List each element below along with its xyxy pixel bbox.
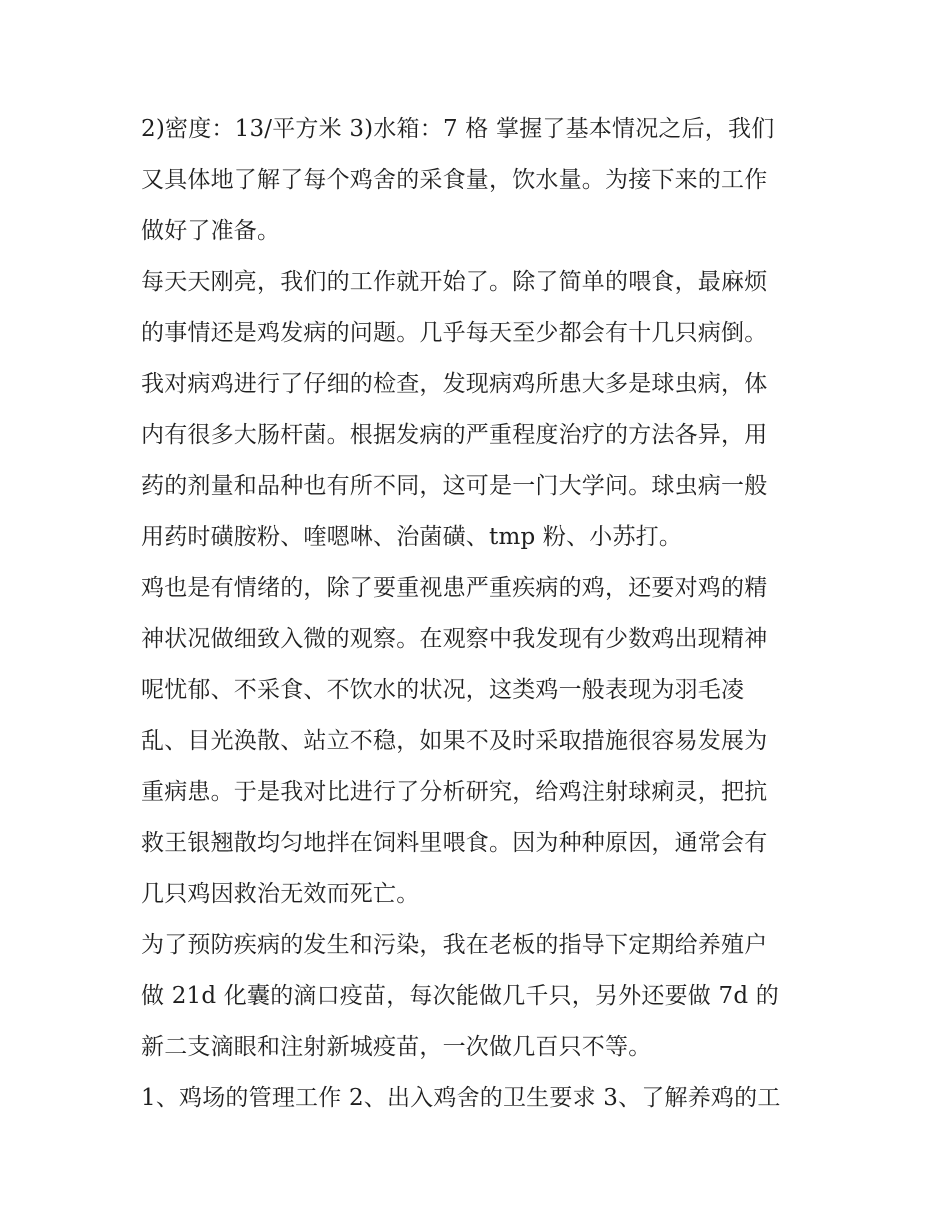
text-line: 又具体地了解了每个鸡舍的采食量，饮水量。为接下来的工作 [141,167,768,193]
text-line: 2)密度：13/平方米 3)水箱：7 格 掌握了基本情况之后，我们 [141,116,775,142]
document-body [141,104,821,1124]
text-line: 乱、目光涣散、站立不稳，如果不及时采取措施很容易发展为 [141,728,768,754]
text-line: 每天天刚亮，我们的工作就开始了。除了简单的喂食，最麻烦 [141,269,768,295]
text-line: 做 21d 化囊的滴口疫苗，每次能做几千只，另外还要做 7d 的 [141,983,779,1009]
text-line: 内有很多大肠杆菌。根据发病的严重程度治疗的方法各异，用 [141,422,768,448]
text-line: 为了预防疾病的发生和污染，我在老板的指导下定期给养殖户 [141,932,768,958]
text-line: 重病患。于是我对比进行了分析研究，给鸡注射球痢灵，把抗 [141,779,768,805]
text-line: 药的剂量和品种也有所不同，这可是一门大学问。球虫病一般 [141,473,768,499]
text-line: 用药时磺胺粉、喹嗯啉、治菌磺、tmp 粉、小苏打。 [141,524,683,550]
text-line: 几只鸡因救治无效而死亡。 [141,881,420,907]
text-line: 神状况做细致入微的观察。在观察中我发现有少数鸡出现精神 [141,626,768,652]
text-line: 我对病鸡进行了仔细的检查，发现病鸡所患大多是球虫病，体 [141,371,768,397]
text-line: 呢忧郁、不采食、不饮水的状况，这类鸡一般表现为羽毛凌 [141,677,745,703]
text-line: 新二支滴眼和注射新城疫苗，一次做几百只不等。 [141,1034,652,1060]
text-line: 1、鸡场的管理工作 2、出入鸡舍的卫生要求 3、了解养鸡的工 [141,1085,781,1111]
text-line: 救王银翘散均匀地拌在饲料里喂食。因为种种原因，通常会有 [141,830,768,856]
text-line: 鸡也是有情绪的，除了要重视患严重疾病的鸡，还要对鸡的精 [141,575,768,601]
text-line: 的事情还是鸡发病的问题。几乎每天至少都会有十几只病倒。 [141,320,768,346]
text-line: 做好了准备。 [141,218,281,244]
